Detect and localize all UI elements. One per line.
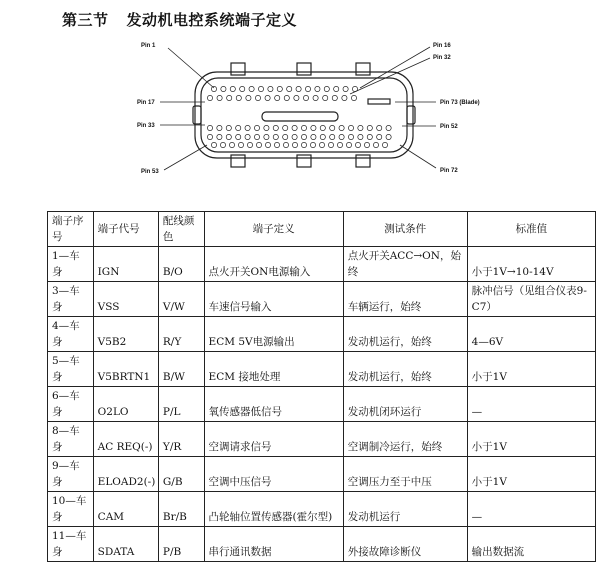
pin-socket — [339, 134, 344, 139]
terminal-definition-cell: ECM 接地处理 — [204, 352, 343, 387]
pin-socket — [348, 134, 353, 139]
terminal-code-cell: VSS — [93, 282, 158, 317]
pin-socket — [367, 125, 372, 130]
terminal-number-cell: 8—车身 — [48, 422, 94, 457]
standard-value-cell: 小于1V — [467, 352, 595, 387]
pin-socket — [227, 95, 232, 100]
pin-socket — [217, 125, 222, 130]
pin-socket — [292, 125, 297, 130]
pin-socket — [303, 95, 308, 100]
pin-socket — [373, 142, 378, 147]
terminal-number-cell: 5—车身 — [48, 352, 94, 387]
test-condition-cell: 发动机运行，始终 — [343, 317, 467, 352]
pin-socket — [236, 95, 241, 100]
pin-socket — [310, 142, 315, 147]
table-row — [48, 387, 596, 422]
connector-tab — [356, 63, 370, 75]
pin-socket — [334, 86, 339, 91]
terminal-definition-cell: 车速信号输入 — [204, 282, 343, 317]
pin-socket — [245, 125, 250, 130]
test-condition-cell: 发动机闭环运行 — [343, 387, 467, 422]
pin-socket — [207, 134, 212, 139]
pin-socket — [292, 142, 297, 147]
pin-socket — [254, 125, 259, 130]
pin-socket — [328, 142, 333, 147]
connector-diagram — [0, 0, 603, 200]
standard-value-cell: 小于1V→10-14V — [467, 247, 595, 282]
terminal-code-cell: V5BRTN1 — [93, 352, 158, 387]
pin-socket — [217, 134, 222, 139]
pin-socket — [211, 86, 216, 91]
pin-label: Pin 17 — [137, 100, 155, 106]
blade-terminal — [368, 99, 390, 104]
table-row — [48, 247, 596, 282]
column-header: 测试条件 — [343, 212, 467, 247]
pin-socket — [264, 134, 269, 139]
table-row — [48, 282, 596, 317]
pin-socket — [337, 142, 342, 147]
connector-tab — [231, 63, 245, 75]
pin-socket — [254, 134, 259, 139]
pin-socket — [382, 142, 387, 147]
terminal-number-cell: 1—车身 — [48, 247, 94, 282]
table-row — [48, 527, 596, 562]
pin-socket — [294, 95, 299, 100]
pin-socket — [311, 134, 316, 139]
standard-value-cell: 小于1V — [467, 457, 595, 492]
test-condition-cell: 车辆运行，始终 — [343, 282, 467, 317]
pin-socket — [320, 125, 325, 130]
pin-socket — [275, 95, 280, 100]
pin-socket — [264, 125, 269, 130]
pin-socket — [355, 142, 360, 147]
pin-socket — [284, 95, 289, 100]
pin-socket — [283, 125, 288, 130]
connector-tab — [231, 155, 245, 167]
terminal-code-cell: AC REQ(-) — [93, 422, 158, 457]
leader-line — [164, 145, 207, 170]
pin-socket — [240, 86, 245, 91]
wire-color-cell: B/W — [158, 352, 204, 387]
connector-tab — [297, 63, 311, 75]
wire-color-cell: B/O — [158, 247, 204, 282]
wire-color-cell: Y/R — [158, 422, 204, 457]
pin-socket — [207, 95, 212, 100]
pin-socket — [236, 134, 241, 139]
pin-socket — [358, 125, 363, 130]
test-condition-cell: 外接故障诊断仪 — [343, 527, 467, 562]
terminal-definition-cell: ECM 5V电源输出 — [204, 317, 343, 352]
test-condition-cell: 点火开关ACC→ON，始终 — [343, 247, 467, 282]
pin-socket — [238, 142, 243, 147]
pin-socket — [249, 86, 254, 91]
pin-socket — [207, 125, 212, 130]
pin-socket — [348, 125, 353, 130]
pin-socket — [274, 142, 279, 147]
pin-socket — [211, 142, 216, 147]
table-row — [48, 422, 596, 457]
terminal-code-cell: CAM — [93, 492, 158, 527]
pin-socket — [277, 86, 282, 91]
table-row — [48, 352, 596, 387]
pin-socket — [296, 86, 301, 91]
terminal-code-cell: V5B2 — [93, 317, 158, 352]
column-header: 端子序号 — [48, 212, 94, 247]
table-row — [48, 317, 596, 352]
pin-socket — [367, 134, 372, 139]
connector-latch — [193, 106, 201, 124]
standard-value-cell: 脉冲信号（见组合仪表9-C7） — [467, 282, 595, 317]
column-header: 标准值 — [467, 212, 595, 247]
pin-label: Pin 72 — [440, 168, 458, 174]
terminal-definition-cell: 氧传感器低信号 — [204, 387, 343, 422]
test-condition-cell: 发动机运行，始终 — [343, 352, 467, 387]
terminal-number-cell: 6—车身 — [48, 387, 94, 422]
wire-color-cell: V/W — [158, 282, 204, 317]
pin-label: Pin 16 — [433, 43, 451, 49]
pin-socket — [377, 134, 382, 139]
pin-socket — [283, 142, 288, 147]
terminal-definition-cell: 空调请求信号 — [204, 422, 343, 457]
terminal-code-cell: IGN — [93, 247, 158, 282]
pin-socket — [230, 86, 235, 91]
pin-socket — [221, 86, 226, 91]
pin-socket — [319, 142, 324, 147]
pin-socket — [247, 142, 252, 147]
pin-socket — [236, 125, 241, 130]
pin-socket — [332, 95, 337, 100]
pin-socket — [268, 86, 273, 91]
pin-socket — [330, 134, 335, 139]
pin-socket — [358, 134, 363, 139]
terminal-code-cell: O2LO — [93, 387, 158, 422]
terminal-number-cell: 9—车身 — [48, 457, 94, 492]
column-header: 端子代号 — [93, 212, 158, 247]
connector-tab — [356, 155, 370, 167]
pin-socket — [377, 125, 382, 130]
standard-value-cell: 输出数据流 — [467, 527, 595, 562]
section-number: 第三节 — [62, 11, 109, 29]
pin-socket — [229, 142, 234, 147]
pin-socket — [265, 95, 270, 100]
pin-socket — [301, 142, 306, 147]
standard-value-cell: 4—6V — [467, 317, 595, 352]
wire-color-cell: P/L — [158, 387, 204, 422]
terminal-definition-cell: 串行通讯数据 — [204, 527, 343, 562]
connector-tab — [297, 155, 311, 167]
test-condition-cell: 空调压力至于中压 — [343, 457, 467, 492]
pin-socket — [273, 134, 278, 139]
pin-socket — [320, 134, 325, 139]
terminal-number-cell: 10—车身 — [48, 492, 94, 527]
terminal-definition-cell: 点火开关ON电源输入 — [204, 247, 343, 282]
pin-socket — [323, 95, 328, 100]
pin-socket — [292, 134, 297, 139]
pin-label: Pin 1 — [141, 43, 156, 49]
standard-value-cell: — — [467, 492, 595, 527]
pin-socket — [265, 142, 270, 147]
pin-label: Pin 53 — [141, 169, 159, 175]
pin-label: Pin 52 — [440, 124, 458, 130]
table-row — [48, 492, 596, 527]
terminal-code-cell: SDATA — [93, 527, 158, 562]
pin-socket — [301, 125, 306, 130]
pin-socket — [339, 125, 344, 130]
pin-socket — [258, 86, 263, 91]
terminal-definition-table — [47, 211, 596, 562]
wire-color-cell: R/Y — [158, 317, 204, 352]
wire-color-cell: G/B — [158, 457, 204, 492]
pin-socket — [342, 95, 347, 100]
pin-socket — [330, 125, 335, 130]
pin-socket — [386, 125, 391, 130]
pin-socket — [245, 134, 250, 139]
table-header-row — [48, 212, 596, 247]
pin-socket — [364, 142, 369, 147]
test-condition-cell: 空调制冷运行，始终 — [343, 422, 467, 457]
pin-socket — [246, 95, 251, 100]
standard-value-cell: — — [467, 387, 595, 422]
wire-color-cell: Br/B — [158, 492, 204, 527]
connector-body — [195, 72, 413, 158]
pin-socket — [386, 134, 391, 139]
connector-divider — [262, 112, 338, 121]
leader-line — [168, 48, 214, 88]
terminal-number-cell: 4—车身 — [48, 317, 94, 352]
terminal-definition-cell: 凸轮轴位置传感器(霍尔型) — [204, 492, 343, 527]
pin-socket — [283, 134, 288, 139]
pin-socket — [217, 95, 222, 100]
pin-label: Pin 32 — [433, 55, 451, 61]
pin-socket — [313, 95, 318, 100]
pin-socket — [255, 95, 260, 100]
standard-value-cell: 小于1V — [467, 422, 595, 457]
pin-socket — [273, 125, 278, 130]
pin-socket — [315, 86, 320, 91]
terminal-number-cell: 11—车身 — [48, 527, 94, 562]
pin-socket — [220, 142, 225, 147]
pin-label: Pin 33 — [137, 123, 155, 129]
pin-label: Pin 73 (Blade) — [440, 100, 480, 106]
wire-color-cell: P/B — [158, 527, 204, 562]
pin-socket — [324, 86, 329, 91]
pin-socket — [226, 125, 231, 130]
test-condition-cell: 发动机运行 — [343, 492, 467, 527]
pin-socket — [311, 125, 316, 130]
column-header: 配线颜色 — [158, 212, 204, 247]
pin-socket — [226, 134, 231, 139]
terminal-definition-cell: 空调中压信号 — [204, 457, 343, 492]
pin-socket — [301, 134, 306, 139]
pin-socket — [346, 142, 351, 147]
pin-socket — [256, 142, 261, 147]
section-title: 发动机电控系统端子定义 — [126, 11, 298, 29]
column-header: 端子定义 — [204, 212, 343, 247]
terminal-number-cell: 3—车身 — [48, 282, 94, 317]
pin-socket — [343, 86, 348, 91]
pin-grid — [207, 86, 391, 147]
leader-line — [400, 145, 436, 168]
table-row — [48, 457, 596, 492]
pin-socket — [305, 86, 310, 91]
pin-socket — [287, 86, 292, 91]
connector-inner — [201, 78, 407, 152]
connector-latch — [407, 106, 415, 124]
pin-socket — [351, 95, 356, 100]
terminal-code-cell: ELOAD2(-) — [93, 457, 158, 492]
